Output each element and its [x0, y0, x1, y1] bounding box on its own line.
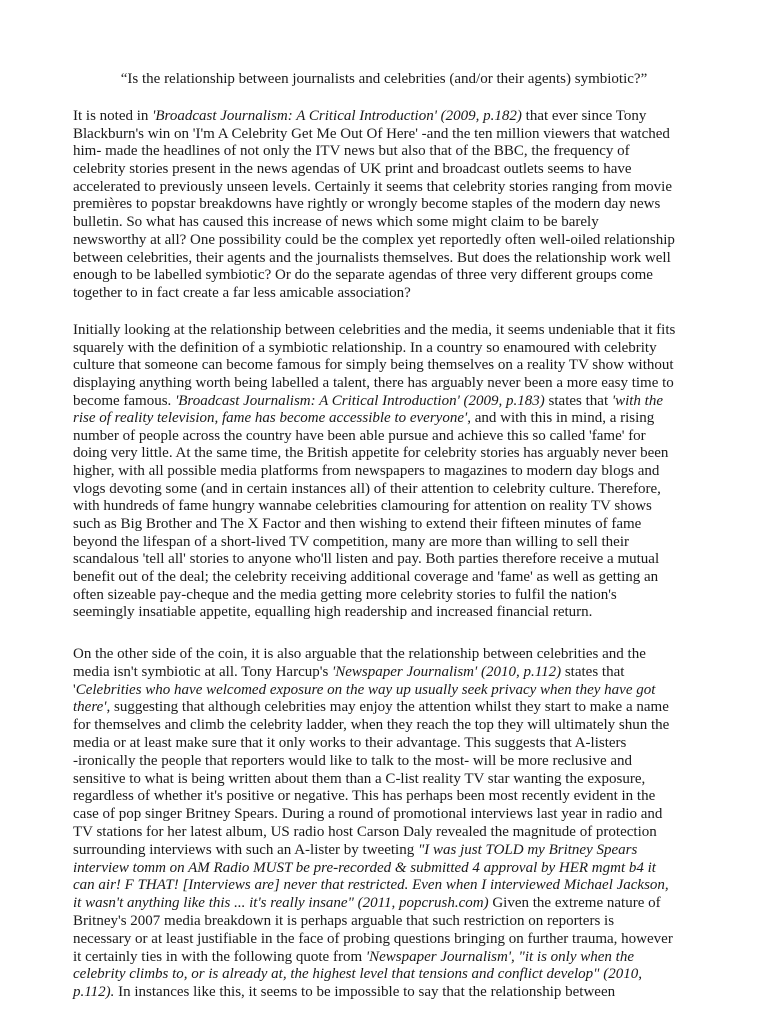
- text-run: It is noted in: [73, 108, 153, 124]
- text-run: bulletin. So what has caused this increase of news which some might claim to be barely: [73, 214, 599, 231]
- text-run: On the other side of the coin, it is also arguable that the relationship between celebrities and the: [73, 646, 646, 662]
- text-line: [73, 410, 713, 428]
- text-line: [73, 587, 713, 605]
- text-run: benefit out of the deal; the celebrity receiving additional coverage and 'fame' as well as getting an: [73, 568, 659, 585]
- text-line: [73, 250, 713, 268]
- text-line: [73, 463, 713, 481]
- text-run: states that: [544, 392, 612, 409]
- italic-text-run: there': [73, 699, 107, 716]
- text-run: culture that someone can become famous for simply being themselves on a reality TV show without: [73, 357, 674, 374]
- text-line: [73, 179, 713, 197]
- italic-text-run: 'Broadcast Journalism: A Critical Introduction' (2009, p.183): [175, 392, 545, 409]
- text-run: become famous.: [73, 392, 176, 409]
- text-line: [73, 551, 713, 569]
- text-line: [73, 966, 713, 984]
- text-line: [73, 126, 713, 144]
- italic-text-run: 'Newspaper Journalism' (2010, p.112): [332, 663, 562, 680]
- italic-text-run: can air! F THAT! [Interviews are] never that restricted. Even when I interviewed Michael Jackson,: [73, 877, 669, 894]
- text-line: [73, 143, 713, 161]
- text-run: displaying anything worth being labelled a talent, there has arguably never been a more easy time to: [73, 374, 674, 391]
- italic-text-run: 'Newspaper Journalism', "it is only when the: [365, 948, 634, 965]
- text-run: media or at least make sure that it only works to their advantage. This suggests that A-listers: [73, 734, 627, 751]
- text-run: often sizeable pay-cheque and the media getting more celebrity stories to fulfil the nation's: [73, 586, 617, 603]
- text-run: him- made the headlines of not only the ITV news but also that of the BBC, the frequency of: [73, 143, 630, 160]
- paragraph-1: [73, 108, 713, 303]
- text-line: [73, 735, 713, 753]
- text-run: surrounding interviews with such an A-lister by tweeting: [73, 841, 418, 858]
- italic-text-run: celebrity climbs to, or is already at, the highest level that tensions and conflict develop" (2010,: [73, 966, 642, 983]
- text-run: states that: [561, 663, 625, 680]
- text-line: [73, 161, 713, 179]
- text-run: , suggesting that although celebrities may enjoy the attention whilst they start to make a name: [106, 699, 669, 716]
- text-line: [73, 322, 713, 340]
- text-line: [73, 214, 713, 232]
- text-line: [73, 717, 713, 735]
- text-run: necessary or at least justifiable in the face of probing questions bringing on further trauma, however: [73, 930, 673, 947]
- text-run: premières to popstar breakdowns have rightly or wrongly become staples of the modern day news: [73, 196, 661, 213]
- text-line: [73, 824, 713, 842]
- text-run: regardless of whether it's positive or negative. This has perhaps been most recently evident in the: [73, 788, 656, 805]
- text-run: it certainly ties in with the following quote from: [73, 948, 366, 965]
- text-line: [73, 699, 713, 717]
- text-run: higher, with all possible media platforms from newspapers to magazines to modern day blogs and: [73, 463, 660, 480]
- text-run: newsworthy at all? One possibility could be the complex yet reportedly often well-oiled relationship: [73, 231, 675, 248]
- text-run: that ever since Tony: [521, 108, 647, 124]
- text-line: [73, 913, 713, 931]
- text-line: [73, 340, 713, 358]
- text-line: [73, 664, 713, 682]
- text-line: [73, 516, 713, 534]
- text-run: enough to be labelled symbiotic? Or do the separate agendas of three very different groups come: [73, 267, 653, 284]
- text-run: sensitive to what is being written about them than a C-list reality TV star wanting the exposure,: [73, 770, 646, 787]
- text-run: Initially looking at the relationship between celebrities and the media, it seems undeniable that it fits: [73, 322, 676, 338]
- paragraph-2: [73, 322, 713, 622]
- text-line: [73, 375, 713, 393]
- italic-text-run: 'Broadcast Journalism: A Critical Introduction' (2009, p.182): [152, 108, 522, 124]
- text-line: [73, 682, 713, 700]
- text-run: together to in fact create a far less amicable association?: [73, 284, 411, 301]
- text-line: [73, 931, 713, 949]
- italic-text-run: 'with the: [611, 392, 663, 409]
- text-run: celebrity stories present in the news agendas of UK print and broadcast outlets seems to have: [73, 161, 632, 178]
- text-run: TV stations for her latest album, US radio host Carson Daly revealed the magnitude of protection: [73, 823, 657, 840]
- text-run: media isn't symbiotic at all. Tony Harcup's: [73, 663, 333, 680]
- text-line: [73, 788, 713, 806]
- italic-text-run: Celebrities who have welcomed exposure on the way up usually seek privacy when they have got: [75, 681, 656, 698]
- italic-text-run: rise of reality television, fame has become accessible to everyone': [73, 410, 468, 427]
- text-run: number of people across the country have been able pursue and achieve this so called 'fame' for: [73, 427, 646, 444]
- text-line: [73, 842, 713, 860]
- text-run: case of pop singer Britney Spears. During a round of promotional interviews last year in radio and: [73, 806, 663, 823]
- text-line: [73, 357, 713, 375]
- text-line: [73, 806, 713, 824]
- text-line: [73, 285, 713, 303]
- italic-text-run: it wasn't anything like this ... it's really insane" (2011, popcrush.com): [73, 895, 489, 912]
- text-line: [73, 108, 713, 126]
- text-run: vlogs devoting some (and in certain instances all) of their attention to celebrity culture. Therefore,: [73, 480, 661, 497]
- italic-text-run: p.112).: [73, 984, 115, 1001]
- text-run: accelerated to previously unseen levels. Certainly it seems that celebrity stories ranging from movie: [73, 178, 672, 195]
- text-run: doing very little. At the same time, the British appetite for celebrity stories has arguably never been: [73, 445, 669, 462]
- text-run: squarely with the definition of a symbiotic relationship. In a country so enamoured with celebrity: [73, 339, 657, 356]
- text-line: [73, 604, 713, 622]
- text-run: Given the extreme nature of: [488, 895, 661, 912]
- text-run: ': [73, 681, 76, 698]
- text-line: [73, 393, 713, 411]
- text-line: [73, 984, 713, 1002]
- text-line: [73, 232, 713, 250]
- text-line: [73, 498, 713, 516]
- italic-text-run: "I was just TOLD my Britney Spears: [417, 841, 638, 858]
- text-line: [73, 860, 713, 878]
- text-line: [73, 753, 713, 771]
- text-run: In instances like this, it seems to be impossible to say that the relationship between: [114, 984, 616, 1001]
- text-run: seemingly insatiable appetite, equalling high readership and increased financial return.: [73, 604, 593, 621]
- text-line: [73, 445, 713, 463]
- text-run: , and with this in mind, a rising: [467, 410, 655, 427]
- text-line: [73, 267, 713, 285]
- italic-text-run: interview tomm on AM Radio MUST be pre-recorded & submitted 4 approval by HER mgmt b4 it: [73, 859, 656, 876]
- paragraph-3: [73, 646, 713, 1002]
- text-line: [73, 949, 713, 967]
- text-run: scandalous 'tell all' stories to anyone who'll listen and pay. Both parties therefore receive a mutual: [73, 551, 660, 568]
- text-line: [73, 646, 713, 664]
- text-line: [73, 196, 713, 214]
- text-line: [73, 771, 713, 789]
- text-run: such as Big Brother and The X Factor and then wishing to extend their fifteen minutes of fame: [73, 516, 642, 533]
- text-line: [73, 877, 713, 895]
- text-run: with hundreds of fame hungry wannabe celebrities clamouring for attention on reality TV shows: [73, 498, 652, 515]
- text-run: between celebrities, their agents and the journalists themselves. But does the relationship work well: [73, 249, 671, 266]
- text-run: Britney's 2007 media breakdown it is perhaps arguable that such restriction on reporters is: [73, 912, 615, 929]
- text-run: -ironically the people that reporters would like to talk to the most- will be more reclusive and: [73, 752, 633, 769]
- text-line: [73, 895, 713, 913]
- text-run: beyond the lifespan of a short-lived TV competition, many are more than willing to sell their: [73, 533, 629, 550]
- text-line: [73, 534, 713, 552]
- text-line: [73, 481, 713, 499]
- text-line: [73, 428, 713, 446]
- text-run: for themselves and climb the celebrity ladder, when they reach the top they will ultimately shun the: [73, 717, 670, 734]
- document-title: “Is the relationship between journalists and celebrities (and/or their agents) symbiotic?”: [120, 71, 648, 87]
- text-line: [73, 569, 713, 587]
- text-run: Blackburn's win on 'I'm A Celebrity Get Me Out Of Here' -and the ten million viewers that watched: [73, 125, 670, 142]
